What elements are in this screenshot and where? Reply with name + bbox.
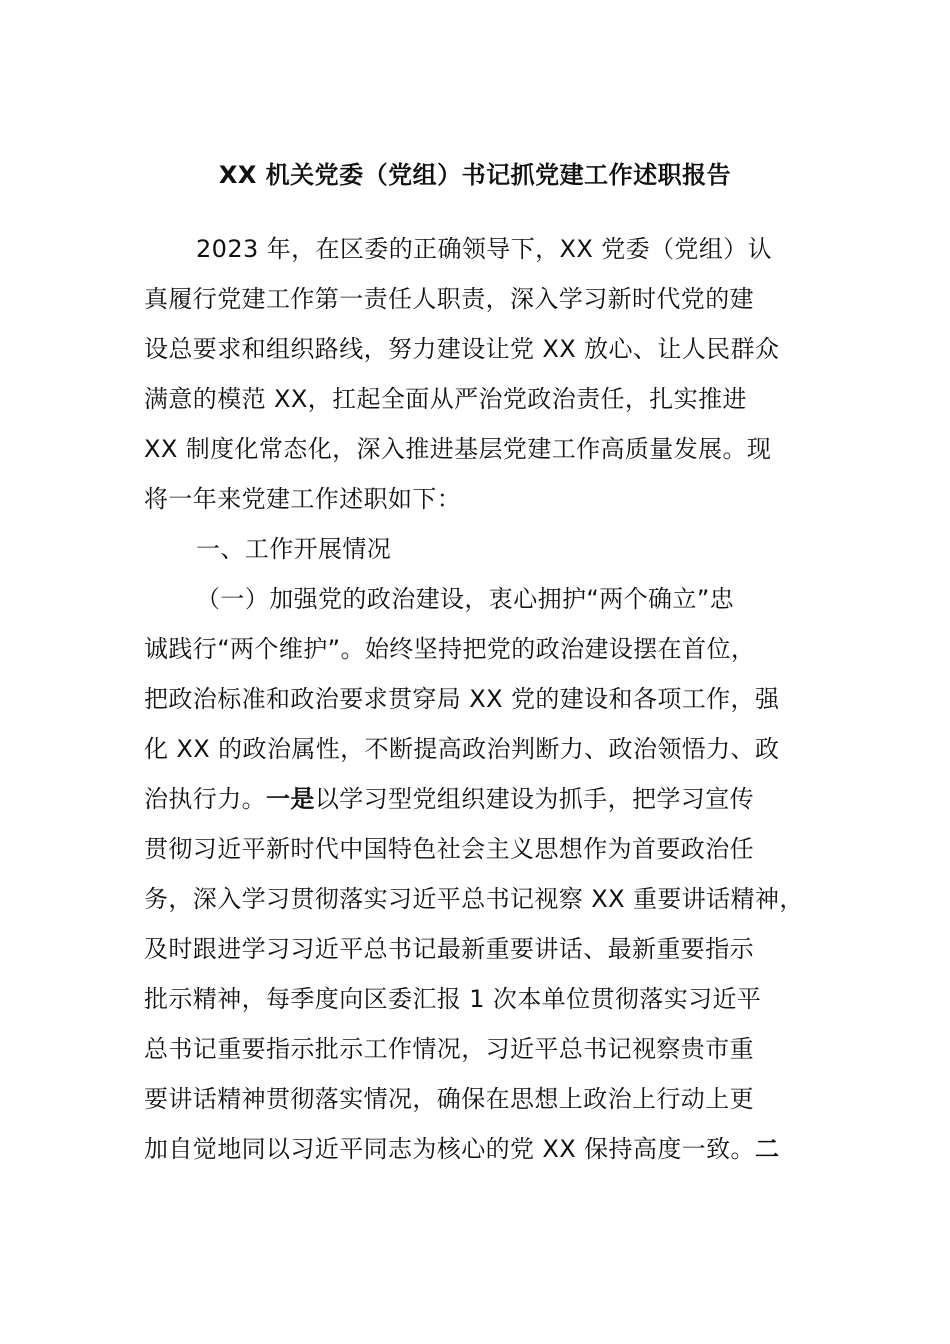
paragraph-line-mixed [144,779,754,819]
line-text: 以学习型党组织建设为抓手，把学习宣传 [314,785,755,813]
paragraph-line: 化 XX 的政治属性，不断提高政治判断力、政治领悟力、政 [144,735,780,763]
paragraph-line: 把政治标准和政治要求贯穿局 XX 党的建设和各项工作，强 [144,685,780,713]
paragraph-line: 贯彻习近平新时代中国特色社会主义思想作为首要政治任 [144,835,754,863]
section-heading: 一、工作开展情况 [196,535,392,563]
bold-marker: 二 [754,1135,780,1163]
paragraph-line: 诚践行“两个维护”。始终坚持把党的政治建设摆在首位， [144,635,756,663]
paragraph-line-mixed [144,1129,779,1169]
paragraph-line: 2023 年，在区委的正确领导下，XX 党委（党组）认 [196,235,773,263]
paragraph-line: 满意的模范 XX，扛起全面从严治党政治责任，扎实推进 [144,385,747,413]
line-text: 加自觉地同以习近平同志为核心的党 XX 保持高度一致。 [144,1135,755,1163]
paragraph-line: 要讲话精神贯彻落实情况，确保在思想上政治上行动上更 [144,1085,754,1113]
paragraph-line: 批示精神，每季度向区委汇报 1 次本单位贯彻落实习近平 [144,985,762,1013]
line-text: 治执行力。 [144,785,266,813]
paragraph-line: 真履行党建工作第一责任人职责，深入学习新时代党的建 [144,285,754,313]
paragraph-line: 设总要求和组织路线，努力建设让党 XX 放心、让人民群众 [144,335,780,363]
bold-marker: 一是 [266,785,315,813]
document-title: XX 机关党委（党组）书记抓党建工作述职报告 [218,161,732,189]
paragraph-line: 及时跟进学习习近平总书记最新重要讲话、最新重要指示 [144,935,754,963]
paragraph-line: 总书记重要指示批示工作情况，习近平总书记视察贵市重 [144,1035,754,1063]
paragraph-line: XX 制度化常态化，深入推进基层党建工作高质量发展。现 [144,435,772,463]
paragraph-line: 将一年来党建工作述职如下： [144,485,462,513]
paragraph-line: 务，深入学习贯彻落实习近平总书记视察 XX 重要讲话精神， [144,885,804,913]
paragraph-line: （一）加强党的政治建设，衷心拥护“两个确立”忠 [196,585,735,613]
